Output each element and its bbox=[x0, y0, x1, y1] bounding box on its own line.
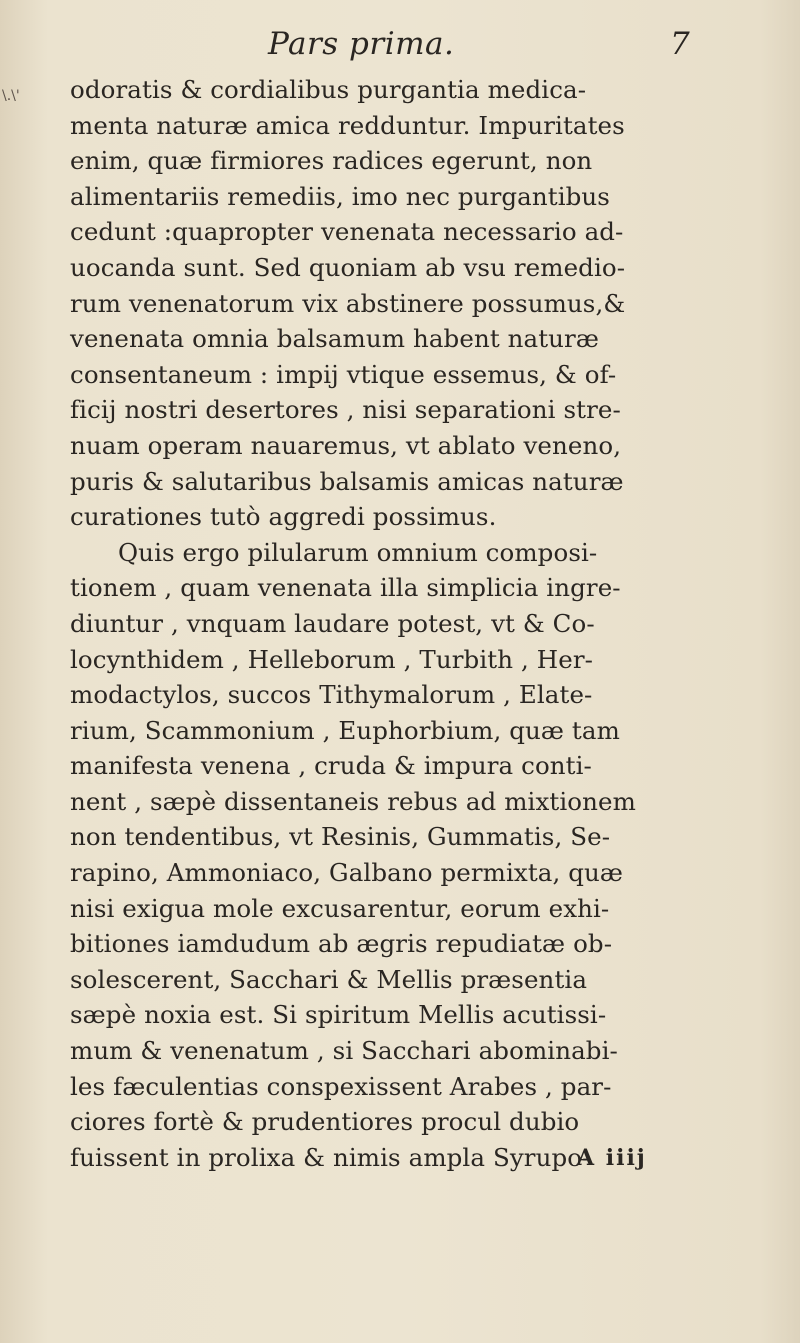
text-line: rum venenatorum vix abstinere possumus,& bbox=[70, 288, 626, 318]
text-line: enim, quæ firmiores radices egerunt, non bbox=[70, 146, 593, 176]
text-line: odoratis & cordialibus purgantia medica- bbox=[70, 75, 587, 104]
text-line: ciores fortè & prudentiores procul dubio bbox=[70, 1107, 580, 1137]
text-line: cedunt :quapropter venenata necessario ad- bbox=[70, 217, 624, 247]
text-line: mum & venenatum , si Sacchari abominabi- bbox=[70, 1036, 618, 1066]
text-line: modactylos, succos Tithymalorum , Elate- bbox=[70, 680, 593, 710]
text-line: locynthidem , Helleborum , Turbith , Her- bbox=[70, 644, 594, 674]
text-line: nent , sæpè dissentaneis rebus ad mixtionem bbox=[70, 786, 636, 816]
paragraph-start-line: Quis ergo pilularum omnium composi- bbox=[118, 537, 598, 567]
text-line: fuissent in prolixa & nimis ampla Syrupo- bbox=[70, 1142, 591, 1172]
signature-mark: A iiij bbox=[577, 1145, 647, 1171]
body-text bbox=[70, 72, 720, 1175]
text-line: les fæculentias conspexissent Arabes , par- bbox=[70, 1071, 612, 1101]
text-line: menta naturæ amica redduntur. Impuritates bbox=[70, 110, 625, 140]
text-line: venenata omnia balsamum habent naturæ bbox=[70, 324, 600, 354]
text-line: manifesta venena , cruda & impura conti- bbox=[70, 751, 592, 781]
page-number: 7 bbox=[670, 26, 690, 62]
text-line: consentaneum : impij vtique essemus, & of- bbox=[70, 359, 617, 389]
text-line: rapino, Ammoniaco, Galbano permixta, quæ bbox=[70, 858, 624, 888]
text-line: sæpè noxia est. Si spiritum Mellis acutissi- bbox=[70, 1000, 607, 1030]
page-header bbox=[0, 18, 800, 68]
text-line: alimentariis remediis, imo nec purgantibus bbox=[70, 181, 610, 211]
text-line: puris & salutaribus balsamis amicas naturæ bbox=[70, 466, 624, 496]
text-line: rium, Scammonium , Euphorbium, quæ tam bbox=[70, 715, 620, 745]
text-line: solescerent, Sacchari & Mellis præsentia bbox=[70, 964, 588, 994]
text-line: ficij nostri desertores , nisi separationi stre- bbox=[70, 395, 621, 425]
text-line: non tendentibus, vt Resinis, Gummatis, Se- bbox=[70, 822, 611, 852]
text-line: bitiones iamdudum ab ægris repudiatæ ob- bbox=[70, 929, 613, 959]
margin-mark: \.\' bbox=[2, 88, 20, 104]
text-line: uocanda sunt. Sed quoniam ab vsu remedio- bbox=[70, 252, 626, 282]
text-line: diuntur , vnquam laudare potest, vt & Co- bbox=[70, 608, 595, 638]
text-line: tionem , quam venenata illa simplicia ingre- bbox=[70, 573, 621, 603]
text-line: nuam operam nauaremus, vt ablato veneno, bbox=[70, 430, 622, 460]
text-line: nisi exigua mole excusarentur, eorum exhi- bbox=[70, 893, 610, 923]
text-line: curationes tutò aggredi possimus. bbox=[70, 502, 497, 532]
running-title: Pars prima. bbox=[268, 26, 455, 62]
